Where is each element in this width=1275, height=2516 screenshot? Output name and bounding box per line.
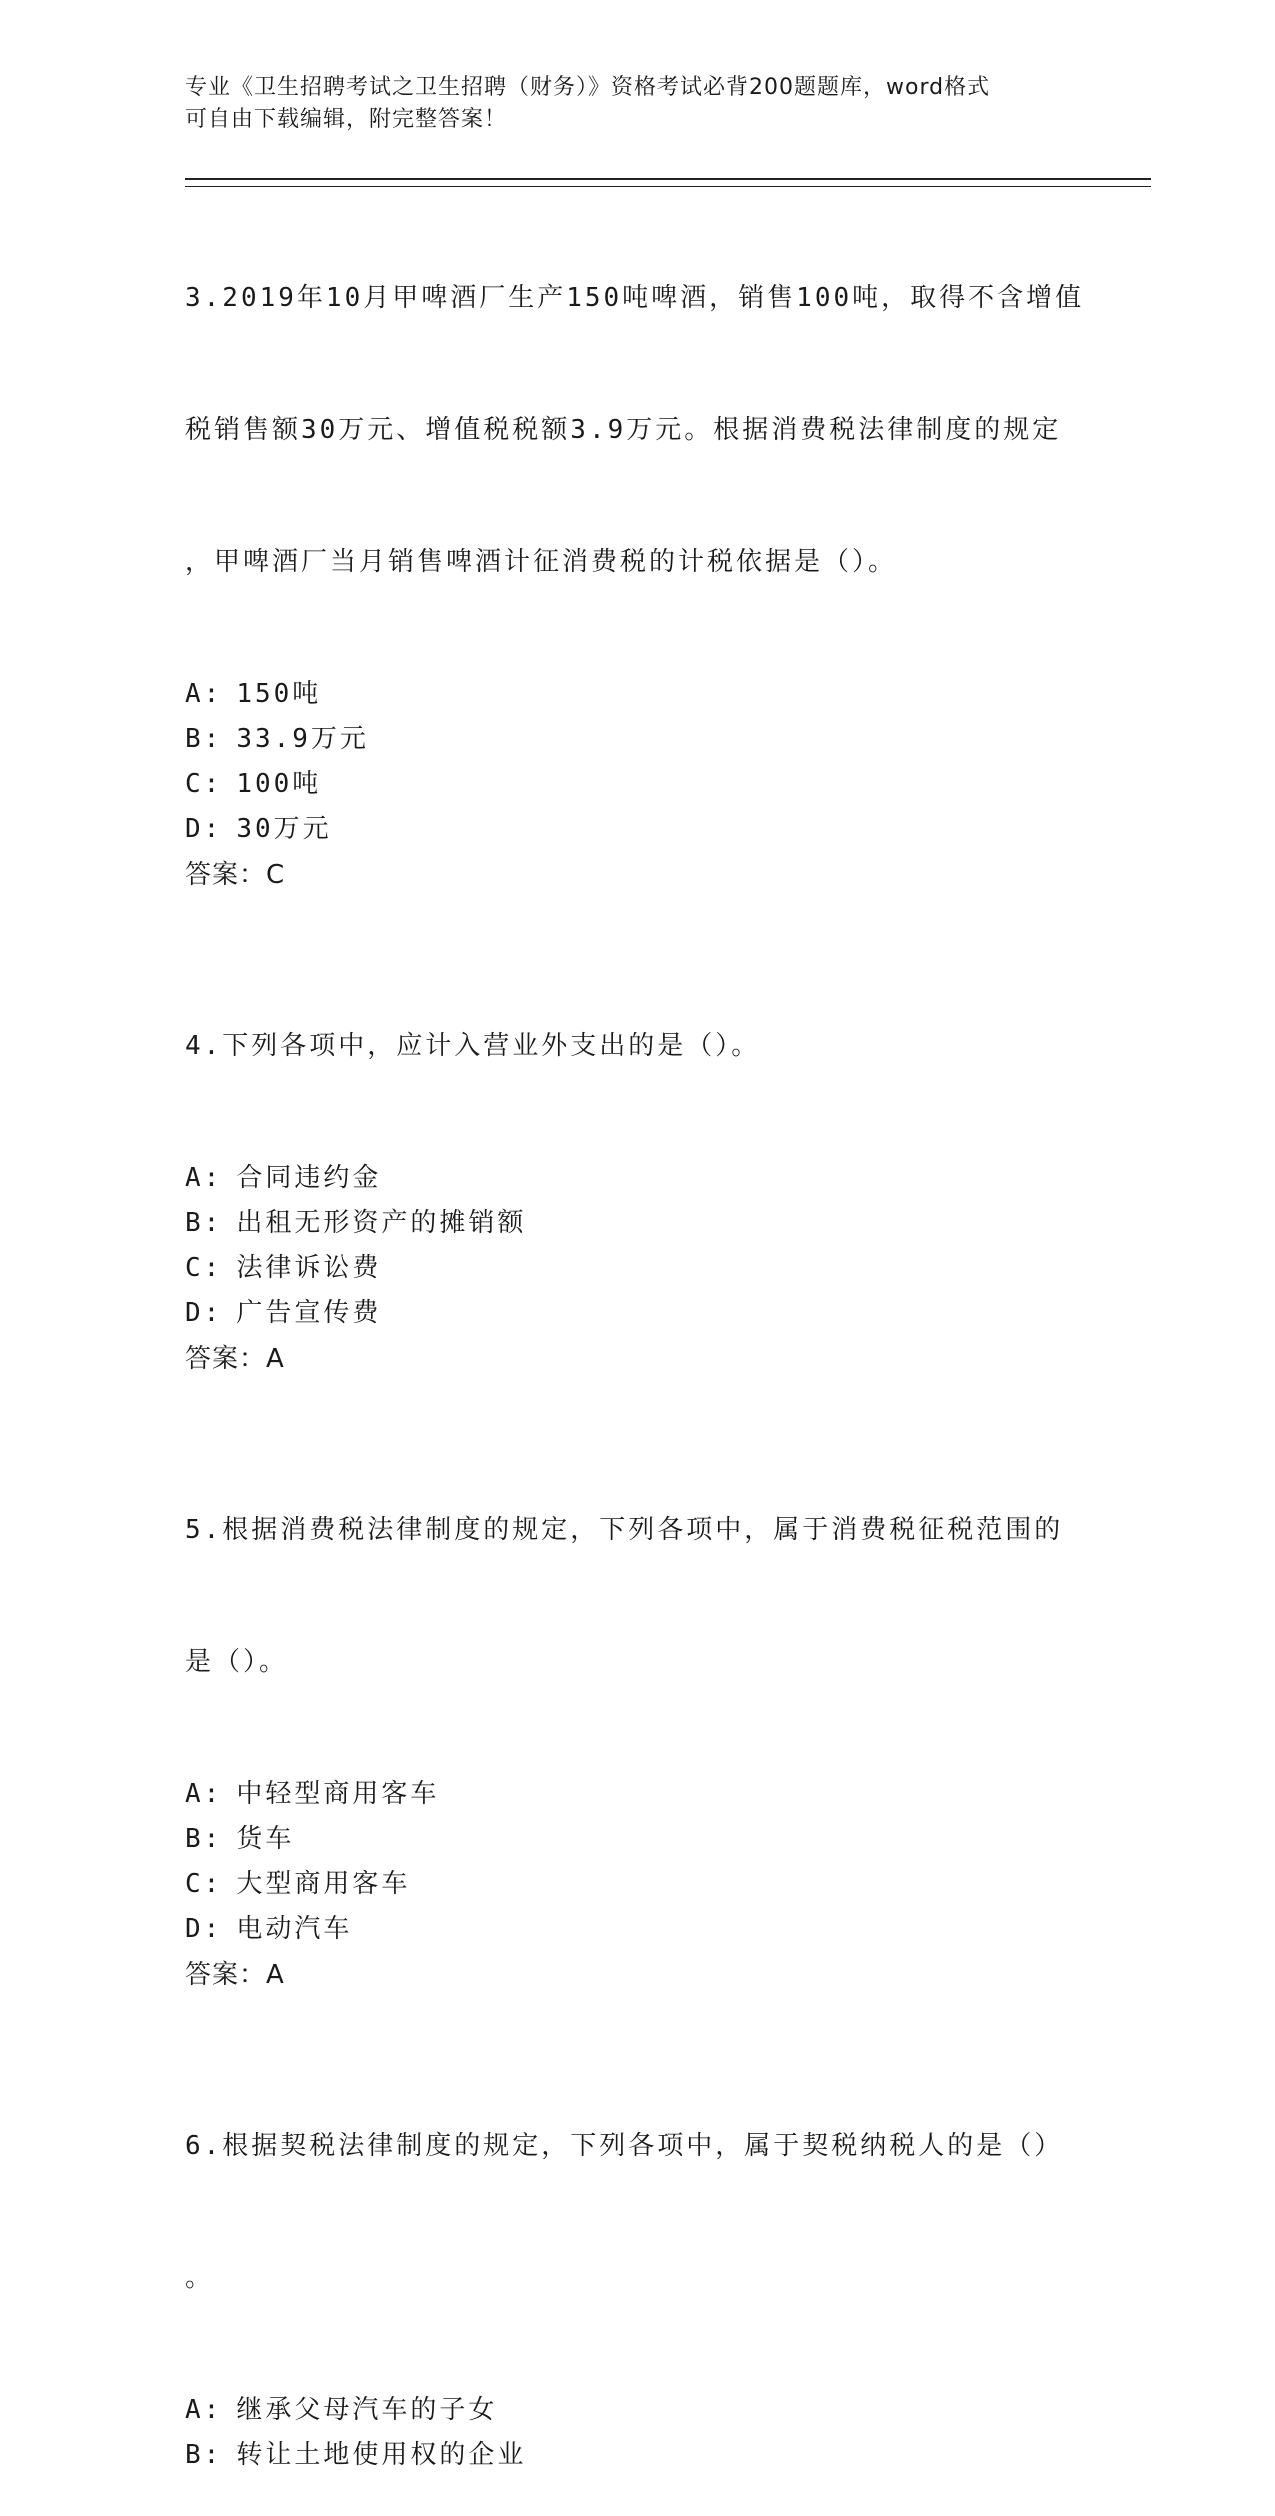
option-text: 电动汽车 (236, 1914, 353, 1944)
option-b (185, 1817, 1085, 1862)
option-text: 30万元 (236, 814, 332, 844)
option-b (185, 2433, 1085, 2478)
option-label: A: (185, 679, 223, 709)
option-text: 33.9万元 (236, 724, 369, 754)
stem-line: ，甲啤酒厂当月销售啤酒计征消费税的计税依据是（）。 (185, 547, 898, 577)
option-label: D: (185, 1914, 223, 1944)
question-stem (185, 1420, 1085, 1772)
option-label: C: (185, 769, 223, 799)
option-text: 货车 (236, 1824, 295, 1854)
option-text: 合同违约金 (236, 1163, 382, 1193)
answer-line: 答案：A (185, 1960, 285, 1990)
question-6 (185, 2036, 1085, 2478)
answer-line: 答案：C (185, 860, 286, 890)
option-label: B: (185, 724, 223, 754)
stem-line: 4.下列各项中，应计入营业外支出的是（）。 (185, 1031, 761, 1061)
option-text: 转让土地使用权的企业 (236, 2440, 527, 2470)
option-c (185, 1246, 1085, 1291)
question-5 (185, 1420, 1085, 1998)
question-stem (185, 2036, 1085, 2388)
option-b (185, 1201, 1085, 1246)
option-label: A: (185, 1163, 223, 1193)
answer-line: 答案：A (185, 1344, 285, 1374)
document-header (185, 72, 1065, 136)
option-a (185, 1156, 1085, 1201)
option-label: B: (185, 2440, 223, 2470)
option-d (185, 1907, 1085, 1952)
option-label: C: (185, 1253, 223, 1283)
option-text: 继承父母汽车的子女 (236, 2395, 498, 2425)
option-label: B: (185, 1208, 223, 1238)
option-c (185, 762, 1085, 807)
question-stem (185, 936, 1085, 1156)
option-label: D: (185, 814, 223, 844)
option-text: 150吨 (236, 679, 322, 709)
option-text: 中轻型商用客车 (236, 1779, 440, 1809)
option-label: C: (185, 1869, 223, 1899)
option-label: A: (185, 1779, 223, 1809)
option-d (185, 1291, 1085, 1336)
header-line-2: 可自由下载编辑，附完整答案！ (185, 107, 508, 132)
question-3 (185, 188, 1085, 898)
stem-line: 税销售额30万元、增值税税额3.9万元。根据消费税法律制度的规定 (185, 415, 1062, 445)
option-label: A: (185, 2395, 223, 2425)
option-a (185, 672, 1085, 717)
stem-line: 6.根据契税法律制度的规定，下列各项中，属于契税纳税人的是（） (185, 2131, 1064, 2161)
option-text: 广告宣传费 (236, 1298, 382, 1328)
stem-line: 是（）。 (185, 1647, 289, 1677)
header-divider (185, 178, 1151, 187)
option-text: 出租无形资产的摊销额 (236, 1208, 527, 1238)
option-text: 100吨 (236, 769, 322, 799)
option-label: D: (185, 1298, 223, 1328)
question-4 (185, 936, 1085, 1382)
option-label: B: (185, 1824, 223, 1854)
stem-line: 。 (185, 2263, 215, 2293)
option-text: 大型商用客车 (236, 1869, 411, 1899)
option-a (185, 2388, 1085, 2433)
option-a (185, 1772, 1085, 1817)
question-stem (185, 188, 1085, 672)
stem-line: 3.2019年10月甲啤酒厂生产150吨啤酒，销售100吨，取得不含增值 (185, 283, 1085, 313)
option-d (185, 807, 1085, 852)
header-line-1: 专业《卫生招聘考试之卫生招聘（财务）》资格考试必背200题题库，word格式 (185, 75, 991, 100)
option-c (185, 1862, 1085, 1907)
stem-line: 5.根据消费税法律制度的规定，下列各项中，属于消费税征税范围的 (185, 1515, 1064, 1545)
question-list (185, 188, 1085, 2516)
option-b (185, 717, 1085, 762)
option-text: 法律诉讼费 (236, 1253, 382, 1283)
